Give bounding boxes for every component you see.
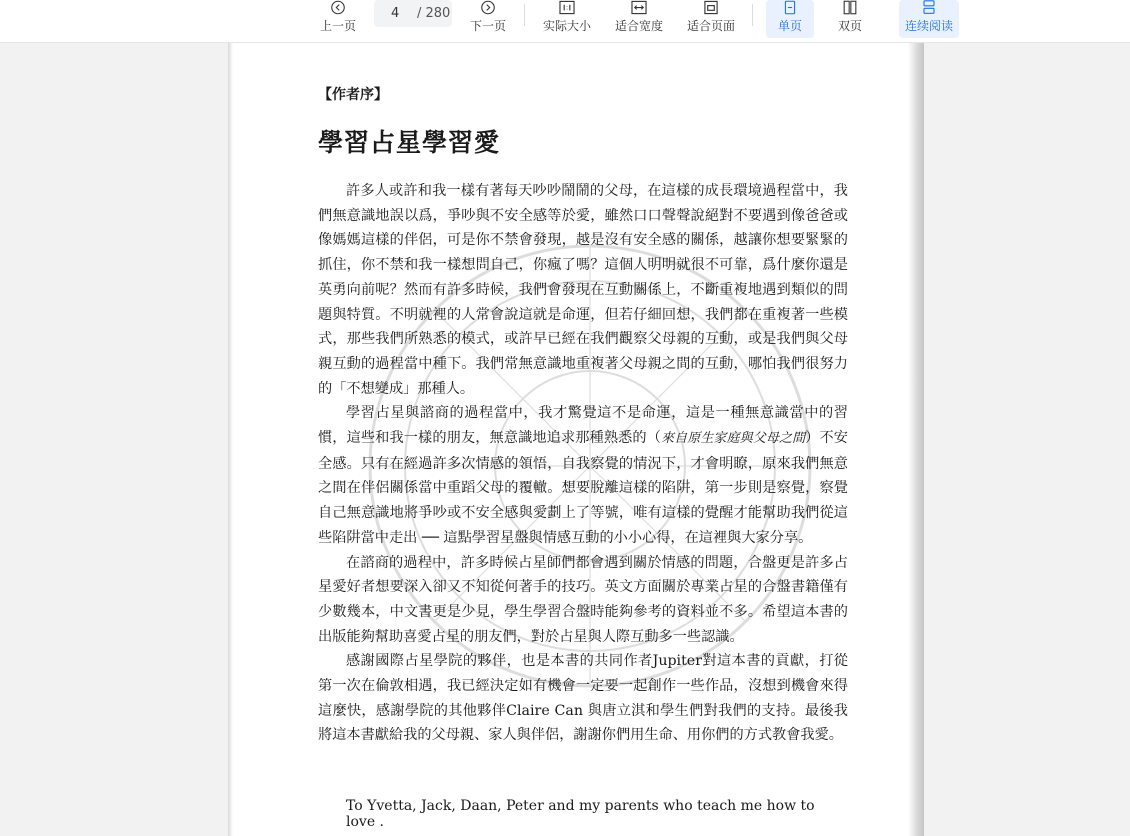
next-page-button[interactable] (468, 0, 508, 38)
paragraph-rest: 不安全感。只有在經過許多次情感的領悟，自我察覺的情況下，才會明瞭，原來我們無意之間在伴侶關係當中重蹈父母的覆轍。想要脫離這樣的陷阱，第一步則是察覺，察覺自己無意識地將爭吵或不安全感與愛劃上了等號，唯有這樣的覺醒才能幫助我們從這些陷阱當中走出 ── 這點學習星盤與情感互動的小小心得，在這裡與大家分享。 (318, 430, 848, 546)
single-page-icon (782, 0, 798, 15)
page-total: / 280 (417, 6, 451, 21)
page-number-field[interactable] (374, 0, 452, 27)
continuous-reading-icon (920, 0, 938, 15)
continuous-reading-label: 连续阅读 (904, 19, 953, 33)
actual-size-button[interactable] (540, 0, 594, 38)
actual-size-label: 实际大小 (542, 19, 591, 33)
prev-page-button[interactable] (318, 0, 358, 38)
paragraph: 在諮商的過程中，許多時候占星師們都會遇到關於情感的問題，合盤更是許多占星愛好者想要深入卻又不知從何著手的技巧。英文方面關於專業占星的合盤書籍僅有少數幾本，中文書更是少見，學生學習合盤時能夠參考的資料並不多。希望這本書的出版能夠幫助喜愛占星的朋友們，對於占星與人際互動多一些認識。 (318, 554, 848, 645)
double-page-label: 双页 (837, 19, 862, 33)
document-body (318, 179, 848, 748)
actual-size-icon (558, 0, 576, 15)
section-label: 【作者序】 (318, 87, 388, 103)
fit-page-button[interactable] (684, 0, 738, 38)
fit-width-button[interactable] (612, 0, 666, 38)
dedication-line: To Yvetta, Jack, Daan, Peter and my parents who teach me how to love . (346, 798, 815, 830)
document-page (228, 43, 924, 836)
double-page-icon (841, 0, 859, 15)
paragraph-lead: 學習占星與諮商的過程當中，我才驚覺這不是命運，這是一種無意識當中的習慣，這些和我一樣的朋友，無意識地追求那種熟悉的（ (318, 405, 848, 447)
paragraph (318, 401, 848, 550)
page-current-input[interactable]: 4 (391, 6, 400, 21)
toolbar-divider (524, 4, 525, 26)
fit-width-label: 适合宽度 (614, 19, 663, 33)
fit-page-icon (702, 0, 720, 15)
paragraph: 許多人或許和我一樣有著每天吵吵鬧鬧的父母，在這樣的成長環境過程當中，我們無意識地誤以爲，爭吵與不安全感等於愛，雖然口口聲聲說絕對不要遇到像爸爸或像媽媽這樣的伴侶，可是你不禁會發現，越是沒有安全感的關係，越讓你想要緊緊的抓住，你不禁和我一樣想問自己，你瘋了嗎？這個人明明就很不可靠，爲什麼你還是英勇向前呢？然而有許多時候，我們會發現在互動關係上，不斷重複地遇到類似的問題與特質。不明就裡的人常會說這就是命運，但若仔細回想，我們都在重複著一些模式，那些我們所熟悉的模式，或許早已經在我們觀察父母親的互動，或是我們與父母親互動的過程當中種下。我們常無意識地重複著父母親之間的互動，哪怕我們很努力的「不想變成」那種人。 (318, 183, 848, 397)
next-page-label: 下一页 (469, 19, 506, 33)
single-page-label: 单页 (777, 19, 802, 33)
paragraph: 感謝國際占星學院的夥伴，也是本書的共同作者Jupiter對這本書的貢獻，打從第一次在倫敦相遇，我已經決定如有機會一定要一起創作一些作品，沒想到機會來得這麼快，感謝學院的其他夥伴Claire Can 與唐立淇和學生們對我們的支持。最後我將這本書獻給我的父母親、家人與伴侶，謝謝你們用生命、用你們的方式教會我愛。 (318, 653, 848, 744)
chevron-right-circle-icon (479, 0, 497, 15)
page-edge-shadow (908, 43, 924, 836)
continuous-reading-button[interactable] (899, 0, 959, 38)
double-page-button[interactable] (828, 0, 872, 38)
document-title: 學習占星學習愛 (318, 128, 501, 157)
paragraph-close: ） (805, 430, 820, 447)
paragraph-emphasis: 來自原生家庭與父母之間 (661, 431, 806, 447)
single-page-button[interactable] (766, 0, 814, 38)
page-binding-shadow (228, 43, 233, 836)
reader-toolbar (0, 0, 1130, 43)
chevron-left-circle-icon (329, 0, 347, 15)
fit-page-label: 适合页面 (686, 19, 735, 33)
toolbar-divider (752, 4, 753, 26)
fit-width-icon (630, 0, 648, 15)
prev-page-label: 上一页 (319, 19, 356, 33)
